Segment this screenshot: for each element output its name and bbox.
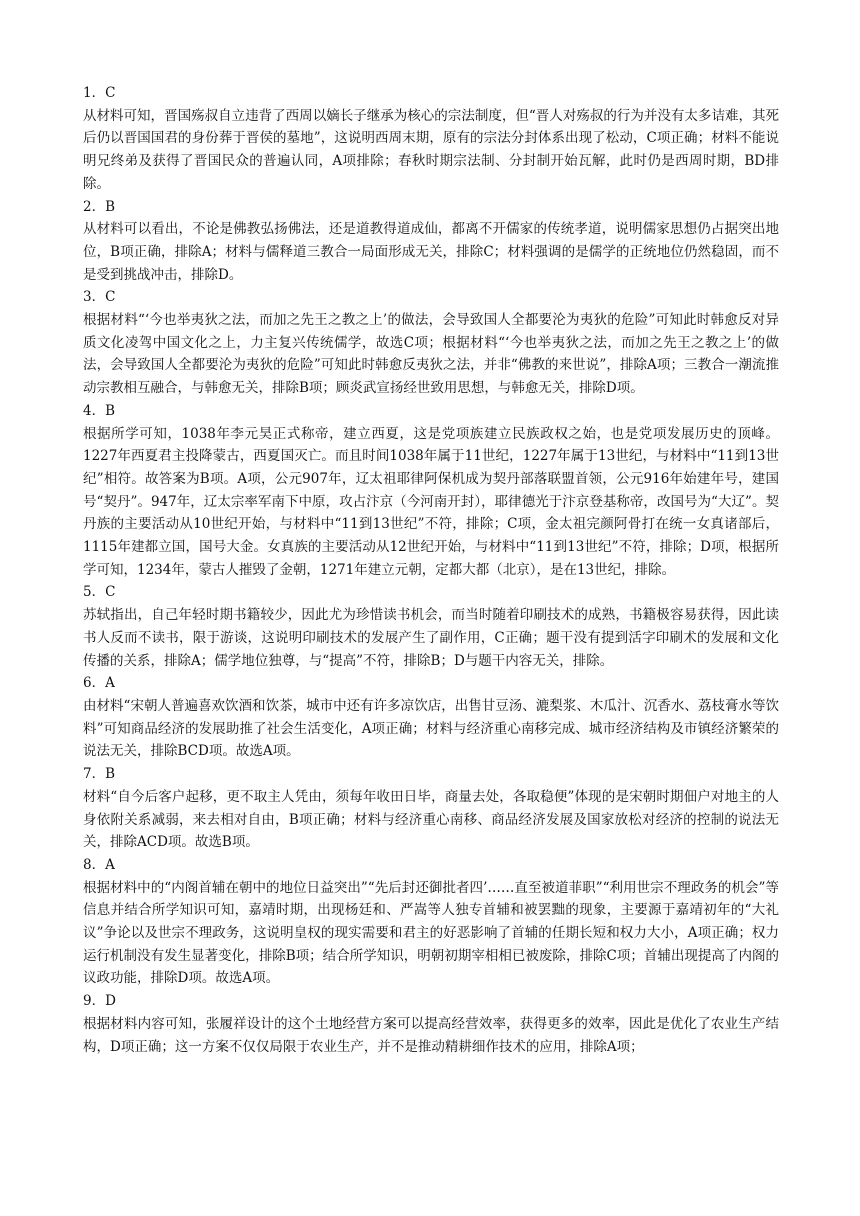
answer-item-5 bbox=[83, 581, 779, 672]
answer-item-2 bbox=[83, 196, 779, 287]
answer-number-5: 5．C bbox=[83, 584, 116, 601]
answer-item-1 bbox=[83, 82, 779, 196]
answer-explanation-4: 根据所学可知，1038年李元昊正式称帝，建立西夏，这是党项族建立民族政权之始，也是党项发展历史的顶峰。1227年西夏君主投降蒙古，西夏国灭亡。而且时间1038年属于11世纪，1227年属于13世纪，与材料中“11到13世纪”相符。故答案为B项。A项，公元907年，辽太祖耶律阿保机成为契丹部落联盟首领，公元916年始建年号，建国号“契丹”。947年，辽太宗率军南下中原，攻占汴京（今河南开封），耶律德光于汴京登基称帝，改国号为“大辽”。契丹族的主要活动从10世纪开始，与材料中“11到13世纪”不符，排除；C项，金太祖完颜阿骨打在统一女真诸部后，1115年建都立国，国号大金。女真族的主要活动从12世纪开始，与材料中“11到13世纪”不符，排除；D项，根据所学可知，1234年，蒙古人摧毁了金朝，1271年建立元朝，定都大都（北京），是在13世纪，排除。 bbox=[83, 425, 779, 578]
answer-number-4: 4．B bbox=[83, 402, 116, 419]
answer-explanation-9: 根据材料内容可知，张履祥设计的这个土地经营方案可以提高经营效率，获得更多的效率，因此是优化了农业生产结构，D项正确；这一方案不仅仅局限于农业生产，并不是推动精耕细作技术的应用，排除A项； bbox=[83, 1015, 779, 1055]
answer-number-2: 2．B bbox=[83, 198, 116, 215]
answer-explanation-3: 根据材料“‘今也举夷狄之法，而加之先王之教之上’的做法，会导致国人全都要沦为夷狄的危险”可知此时韩愈反对异质文化凌驾中国文化之上，力主复兴传统儒学，故选C项；根据材料“‘今也举夷狄之法，而加之先王之教之上’的做法，会导致国人全都要沦为夷狄的危险”可知此时韩愈反夷狄之法，并非“佛教的来世说”，排除A项；三教合一潮流推动宗教相互融合，与韩愈无关，排除B项；顾炎武宣扬经世致用思想，与韩愈无关，排除D项。 bbox=[83, 312, 779, 397]
answer-explanation-8: 根据材料中的“内阁首辅在朝中的地位日益突出”“先后封还御批者四’……直至被道菲职”“利用世宗不理政务的机会”等信息并结合所学知识可知，嘉靖时期，出现杨廷和、严嵩等人独专首辅和被罢黜的现象，主要源于嘉靖初年的“大礼议”争论以及世宗不理政务，这说明皇权的现实需要和君主的好恶影响了首辅的任期长短和权力大小，A项正确；权力运行机制没有发生显著变化，排除B项；结合所学知识，明朝初期宰相相已被废除，排除C项；首辅出现提高了内阁的议政功能，排除D项。故选A项。 bbox=[83, 879, 779, 987]
answer-explanation-2: 从材料可以看出，不论是佛教弘扬佛法，还是道教得道成仙，都离不开儒家的传统孝道，说明儒家思想仍占据突出地位，B项正确，排除A；材料与儒释道三教合一局面形成无关，排除C；材料强调的是儒学的正统地位仍然稳固，而不是受到挑战冲击，排除D。 bbox=[83, 221, 779, 283]
answer-explanation-6: 由材料“宋朝人普遍喜欢饮酒和饮茶，城市中还有许多凉饮店，出售甘豆汤、漉梨浆、木瓜汁、沉香水、荔枝膏水等饮料”可知商品经济的发展助推了社会生活变化，A项正确；材料与经济重心南移完成、城市经济结构及市镇经济繁荣的说法无关，排除BCD项。故选A项。 bbox=[83, 697, 779, 760]
answer-explanation-5: 苏轼指出，自己年轻时期书籍较少，因此尤为珍惜读书机会，而当时随着印刷技术的成熟，书籍极容易获得，因此读书人反而不读书，限于游谈，这说明印刷技术的发展产生了副作用，C正确；题干没有提到活字印刷术的发展和文化传播的关系，排除A；儒学地位独尊，与“提高”不符，排除B；D与题干内容无关，排除。 bbox=[83, 607, 779, 669]
answer-item-4 bbox=[83, 400, 779, 582]
answer-number-9: 9．D bbox=[83, 993, 116, 1010]
answer-item-8 bbox=[83, 854, 779, 990]
answer-number-1: 1．C bbox=[83, 85, 116, 101]
answer-explanation-7: 材料“自今后客户起移，更不取主人凭由，须每年收田日毕，商量去处，各取稳便”体现的是宋朝时期佃户对地主的人身依附关系减弱，来去相对自由，B项正确；材料与经济重心南移、商品经济发展及国家放松对经济的控制的说法无关，排除ACD项。故选B项。 bbox=[83, 788, 779, 851]
answer-number-6: 6．A bbox=[83, 675, 115, 692]
answer-item-7 bbox=[83, 763, 779, 854]
answer-number-8: 8．A bbox=[83, 856, 115, 873]
answer-number-7: 7．B bbox=[83, 766, 116, 783]
answer-explanation-1: 从材料可知，晋国殇叔自立违背了西周以嫡长子继承为核心的宗法制度，但“晋人对殇叔的行为并没有太多诘难，其死后仍以晋国国君的身份葬于晋侯的墓地”，这说明西周末期，原有的宗法分封体系出现了松动，C项正确；材料不能说明兄终弟及获得了晋国民众的普遍认同，A项排除；春秋时期宗法制、分封制开始瓦解，此时仍是西周时期，BD排除。 bbox=[83, 107, 779, 192]
answer-item-9 bbox=[83, 990, 779, 1058]
answer-item-6 bbox=[83, 672, 779, 763]
answer-number-3: 3．C bbox=[83, 289, 116, 306]
answer-document bbox=[83, 82, 779, 1058]
answer-item-3 bbox=[83, 286, 779, 400]
